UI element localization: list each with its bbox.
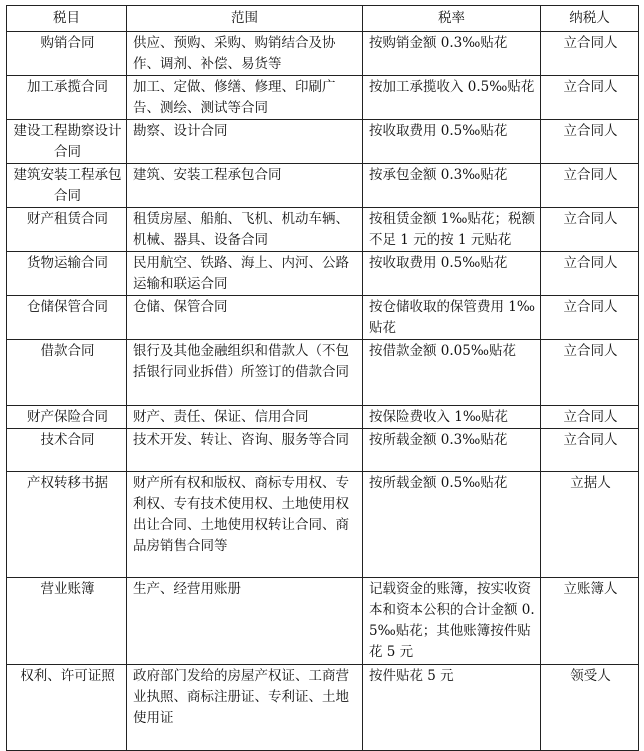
header-scope: 范围	[127, 6, 363, 32]
stamp-tax-table	[6, 5, 639, 751]
cell-scope: 租赁房屋、船舶、飞机、机动车辆、机械、器具、设备合同	[127, 208, 363, 252]
cell-rate: 按承包金额 0.3‰贴花	[363, 164, 541, 208]
cell-category: 借款合同	[7, 340, 127, 406]
cell-payer: 立合同人	[541, 76, 639, 120]
table-row	[7, 208, 639, 252]
cell-rate: 记载资金的账簿，按实收资本和资本公积的合计金额 0.5‰贴花；其他账簿按件贴花 5 元	[363, 578, 541, 665]
cell-rate: 按件贴花 5 元	[363, 665, 541, 751]
table-row	[7, 340, 639, 406]
cell-category: 建筑安装工程承包合同	[7, 164, 127, 208]
cell-payer: 立合同人	[541, 296, 639, 340]
cell-payer: 立合同人	[541, 252, 639, 296]
cell-rate: 按所载金额 0.5‰贴花	[363, 472, 541, 578]
cell-scope: 财产、责任、保证、信用合同	[127, 406, 363, 429]
cell-rate: 按保险费收入 1‰贴花	[363, 406, 541, 429]
table-row	[7, 252, 639, 296]
cell-category: 技术合同	[7, 429, 127, 472]
table-row	[7, 665, 639, 751]
cell-rate: 按仓储收取的保管费用 1‰贴花	[363, 296, 541, 340]
cell-category: 财产租赁合同	[7, 208, 127, 252]
cell-category: 仓储保管合同	[7, 296, 127, 340]
table-row	[7, 406, 639, 429]
cell-scope: 建筑、安装工程承包合同	[127, 164, 363, 208]
cell-payer: 立据人	[541, 472, 639, 578]
cell-payer: 立合同人	[541, 32, 639, 76]
cell-rate: 按收取费用 0.5‰贴花	[363, 120, 541, 164]
table-row	[7, 76, 639, 120]
cell-scope: 政府部门发给的房屋产权证、工商营业执照、商标注册证、专利证、土地使用证	[127, 665, 363, 751]
cell-scope: 民用航空、铁路、海上、内河、公路运输和联运合同	[127, 252, 363, 296]
cell-payer: 立合同人	[541, 340, 639, 406]
cell-rate: 按购销金额 0.3‰贴花	[363, 32, 541, 76]
table-row	[7, 296, 639, 340]
table-row	[7, 578, 639, 665]
header-category: 税目	[7, 6, 127, 32]
cell-scope: 技术开发、转让、咨询、服务等合同	[127, 429, 363, 472]
cell-payer: 立合同人	[541, 406, 639, 429]
cell-category: 加工承揽合同	[7, 76, 127, 120]
cell-category: 营业账簿	[7, 578, 127, 665]
cell-category: 货物运输合同	[7, 252, 127, 296]
cell-category: 建设工程勘察设计合同	[7, 120, 127, 164]
cell-payer: 立账簿人	[541, 578, 639, 665]
cell-scope: 仓储、保管合同	[127, 296, 363, 340]
cell-payer: 领受人	[541, 665, 639, 751]
cell-scope: 勘察、设计合同	[127, 120, 363, 164]
cell-payer: 立合同人	[541, 120, 639, 164]
cell-payer: 立合同人	[541, 429, 639, 472]
cell-scope: 银行及其他金融组织和借款人（不包括银行同业拆借）所签订的借款合同	[127, 340, 363, 406]
cell-payer: 立合同人	[541, 164, 639, 208]
cell-rate: 按收取费用 0.5‰贴花	[363, 252, 541, 296]
header-payer: 纳税人	[541, 6, 639, 32]
header-rate: 税率	[363, 6, 541, 32]
table-row	[7, 32, 639, 76]
cell-scope: 加工、定做、修缮、修理、印刷广告、测绘、测试等合同	[127, 76, 363, 120]
table-row	[7, 120, 639, 164]
table-row	[7, 429, 639, 472]
table-row	[7, 164, 639, 208]
cell-scope: 生产、经营用账册	[127, 578, 363, 665]
cell-category: 财产保险合同	[7, 406, 127, 429]
cell-scope: 财产所有权和版权、商标专用权、专利权、专有技术使用权、土地使用权出让合同、土地使用权转让合同、商品房销售合同等	[127, 472, 363, 578]
cell-category: 权利、许可证照	[7, 665, 127, 751]
cell-category: 购销合同	[7, 32, 127, 76]
cell-scope: 供应、预购、采购、购销结合及协作、调剂、补偿、易货等	[127, 32, 363, 76]
cell-category: 产权转移书据	[7, 472, 127, 578]
cell-rate: 按借款金额 0.05‰贴花	[363, 340, 541, 406]
cell-payer: 立合同人	[541, 208, 639, 252]
cell-rate: 按所载金额 0.3‰贴花	[363, 429, 541, 472]
table-row	[7, 472, 639, 578]
cell-rate: 按租赁金额 1‰贴花；税额不足 1 元的按 1 元贴花	[363, 208, 541, 252]
cell-rate: 按加工承揽收入 0.5‰贴花	[363, 76, 541, 120]
header-row	[7, 6, 639, 32]
